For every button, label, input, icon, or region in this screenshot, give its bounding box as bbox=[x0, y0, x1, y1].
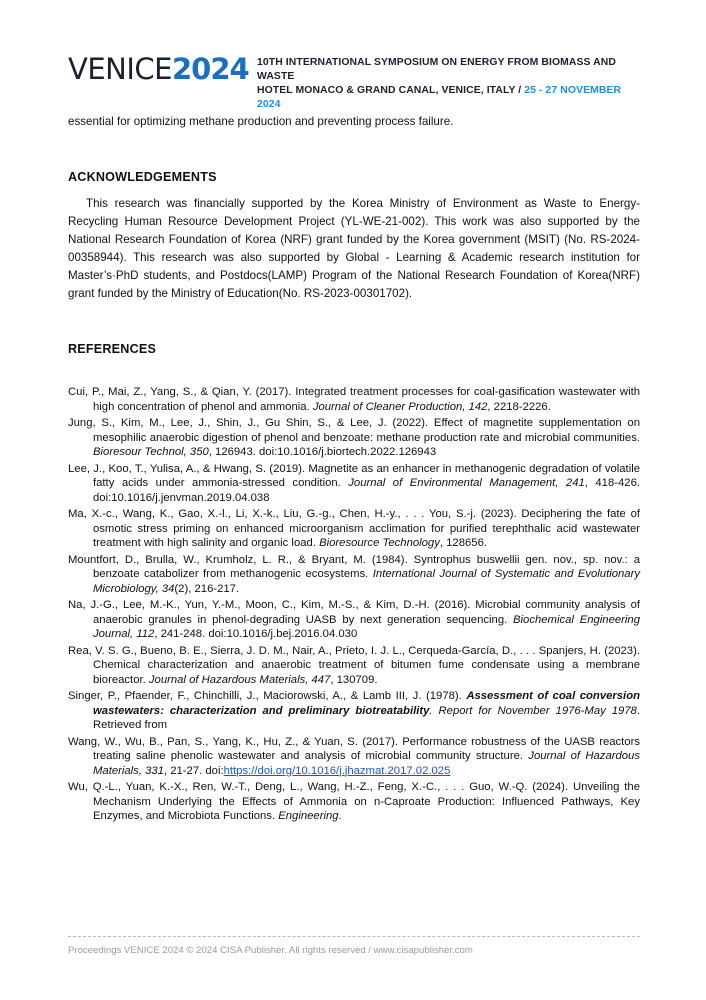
reference-item bbox=[68, 644, 640, 688]
references-list bbox=[68, 385, 640, 824]
reference-item bbox=[68, 462, 640, 506]
reference-journal: Biochemical Engineering Journal, 112 bbox=[93, 613, 640, 640]
reference-journal: Journal of Hazardous Materials, 331 bbox=[93, 750, 640, 777]
logo-year: 2024 bbox=[171, 52, 249, 86]
reference-item bbox=[68, 385, 640, 414]
page-footer: Proceedings VENICE 2024 © 2024 CISA Publisher. All rights reserved / www.cisapublisher.com bbox=[68, 945, 473, 956]
reference-details: . bbox=[338, 810, 342, 822]
reference-authors-title: Lee, J., Koo, T., Yulisa, A., & Hwang, S. (2019). Magnetite as an enhancer in methanogenic degradation of volatile fatty acids under ammonia-stressed condition. bbox=[68, 462, 640, 489]
symposium-venue bbox=[257, 84, 643, 112]
reference-details: . Retrieved from bbox=[93, 704, 640, 731]
footer-divider bbox=[68, 936, 640, 937]
reference-authors-title: Cui, P., Mai, Z., Yang, S., & Qian, Y. (2017). Integrated treatment processes for coal-gasification wastewater with high concentration of phenol and ammonia. bbox=[68, 386, 640, 413]
reference-details: , 241-248. doi:10.1016/j.bej.2016.04.030 bbox=[154, 628, 358, 640]
reference-journal: International Journal of Systematic and Evolutionary Microbiology, 34 bbox=[93, 568, 640, 595]
reference-item bbox=[68, 598, 640, 642]
reference-item bbox=[68, 507, 640, 551]
reference-authors-title: Jung, S., Kim, M., Lee, J., Shin, J., Gu Shin, S., & Lee, J. (2022). Effect of magnetite supplementation on mesophilic anaerobic digestion of phenol and benzoate: methane production rate and microbial communities. bbox=[68, 417, 640, 444]
acknowledgements-body: This research was financially supported by the Korea Ministry of Environment as Waste to Energy-Recycling Human Resource Development Project (YL-WE-21-002). This work was also supported by the National Research Foundation of Korea (NRF) grant funded by the Korea government (MSIT) (No. RS-2024-00358944). This research was also supported by Global - Learning & Academic research institution for Master’s·PhD students, and Postdocs(LAMP) Program of the National Research Foundation of Korea(NRF) grant funded by the Ministry of Education(No. RS-2023-00301702). bbox=[68, 197, 640, 300]
reference-journal: Journal of Hazardous Materials, 447 bbox=[148, 673, 331, 686]
reference-journal: Journal of Environmental Management, 241 bbox=[348, 477, 585, 489]
reference-doi-link[interactable]: https://doi.org/10.1016/j.jhazmat.2017.02.025 bbox=[223, 764, 451, 777]
symposium-title: 10TH INTERNATIONAL SYMPOSIUM ON ENERGY FROM BIOMASS AND WASTE bbox=[257, 57, 616, 82]
reference-journal: Bioresource Technology bbox=[319, 537, 440, 549]
venice-2024-logo bbox=[68, 52, 249, 86]
reference-journal: Bioresour Technol, 350 bbox=[93, 446, 209, 458]
reference-details: , 126943. doi:10.1016/j.biortech.2022.126943 bbox=[208, 446, 437, 458]
reference-details: , 418-426. doi:10.1016/j.jenvman.2019.04.038 bbox=[93, 477, 640, 504]
reference-item bbox=[68, 416, 640, 460]
reference-details: , 21-27. doi: bbox=[163, 764, 224, 777]
logo-word: VENICE bbox=[68, 52, 172, 86]
page-header bbox=[68, 52, 640, 110]
reference-authors-title: Na, J.-G., Lee, M.-K., Yun, Y.-M., Moon, C., Kim, M.-S., & Kim, D.-H. (2016). Microbial community analysis of anaerobic granules in phenol-degrading UASB by next generation sequencing. bbox=[68, 599, 640, 626]
references-heading: REFERENCES bbox=[68, 342, 157, 356]
reference-details: , 2218-2226. bbox=[487, 400, 551, 413]
acknowledgements-heading: ACKNOWLEDGEMENTS bbox=[68, 170, 217, 184]
reference-report-title: Assessment of coal conversion wastewaters: characterization and preliminary biotreatability bbox=[93, 690, 641, 717]
reference-item bbox=[68, 553, 640, 597]
reference-item bbox=[68, 735, 640, 779]
reference-authors-title: Rea, V. S. G., Bueno, B. E., Sierra, J. D. M., Nair, A., Prieto, I. J. L., Cerqueda-García, D., . . . Spanjers, H. (2023). Chemical characterization and anaerobic treatment of bitumen fume condensate using a membrane bioreactor. bbox=[68, 644, 640, 686]
reference-details: (2), 216-217. bbox=[174, 582, 240, 595]
reference-item bbox=[68, 780, 640, 824]
reference-authors-title: Singer, P., Pfaender, F., Chinchilli, J., Maciorowski, A., & Lamb III, J. (1978). bbox=[68, 690, 467, 702]
symposium-dates: 25 - 27 NOVEMBER 2024 bbox=[257, 85, 622, 110]
venue-text: HOTEL MONACO & GRAND CANAL, VENICE, ITALY / bbox=[257, 85, 525, 96]
reference-journal: Engineering bbox=[278, 810, 339, 822]
reference-authors-title: Wang, W., Wu, B., Pan, S., Yang, K., Hu, Z., & Yuan, S. (2017). Performance robustness of the UASB reactors treating saline phenolic wastewater and analysis of microbial community structure. bbox=[68, 735, 640, 762]
reference-details: , 128656. bbox=[439, 537, 487, 549]
reference-item bbox=[68, 689, 640, 733]
reference-authors-title: Mountfort, D., Brulla, W., Krumholz, L. R., & Bryant, M. (1984). Syntrophus buswellii gen. nov., sp. nov.: a benzoate catabolizer from methanogenic ecosystems. bbox=[68, 553, 640, 580]
page-content bbox=[68, 113, 640, 826]
intro-paragraph: essential for optimizing methane production and preventing process failure. bbox=[68, 115, 454, 128]
reference-authors-title: Wu, Q.-L., Yuan, K.-X., Ren, W.-T., Deng, L., Wang, H.-Z., Feng, X.-C., . . . Guo, W.-Q. (2024). Unveiling the Mechanism Underlying the Effects of Ammonia on n-Caproate Production: Influenced Pathways, Key Enzymes, and Microbiota Functions. bbox=[68, 781, 640, 822]
reference-journal: . Report for November 1976-May 1978 bbox=[429, 704, 637, 717]
reference-authors-title: Ma, X.-c., Wang, K., Gao, X.-l., Li, X.-k., Liu, G.-g., Chen, H.-y., . . . You, S.-j. (2023). Deciphering the fate of osmotic stress priming on enhanced microorganism acclimation for purified terephthalic acid wastewater treatment with high salinity and organic load. bbox=[68, 508, 640, 549]
reference-details: , 130709. bbox=[330, 673, 378, 686]
symposium-info bbox=[257, 56, 643, 112]
reference-journal: Journal of Cleaner Production, 142 bbox=[312, 400, 488, 413]
